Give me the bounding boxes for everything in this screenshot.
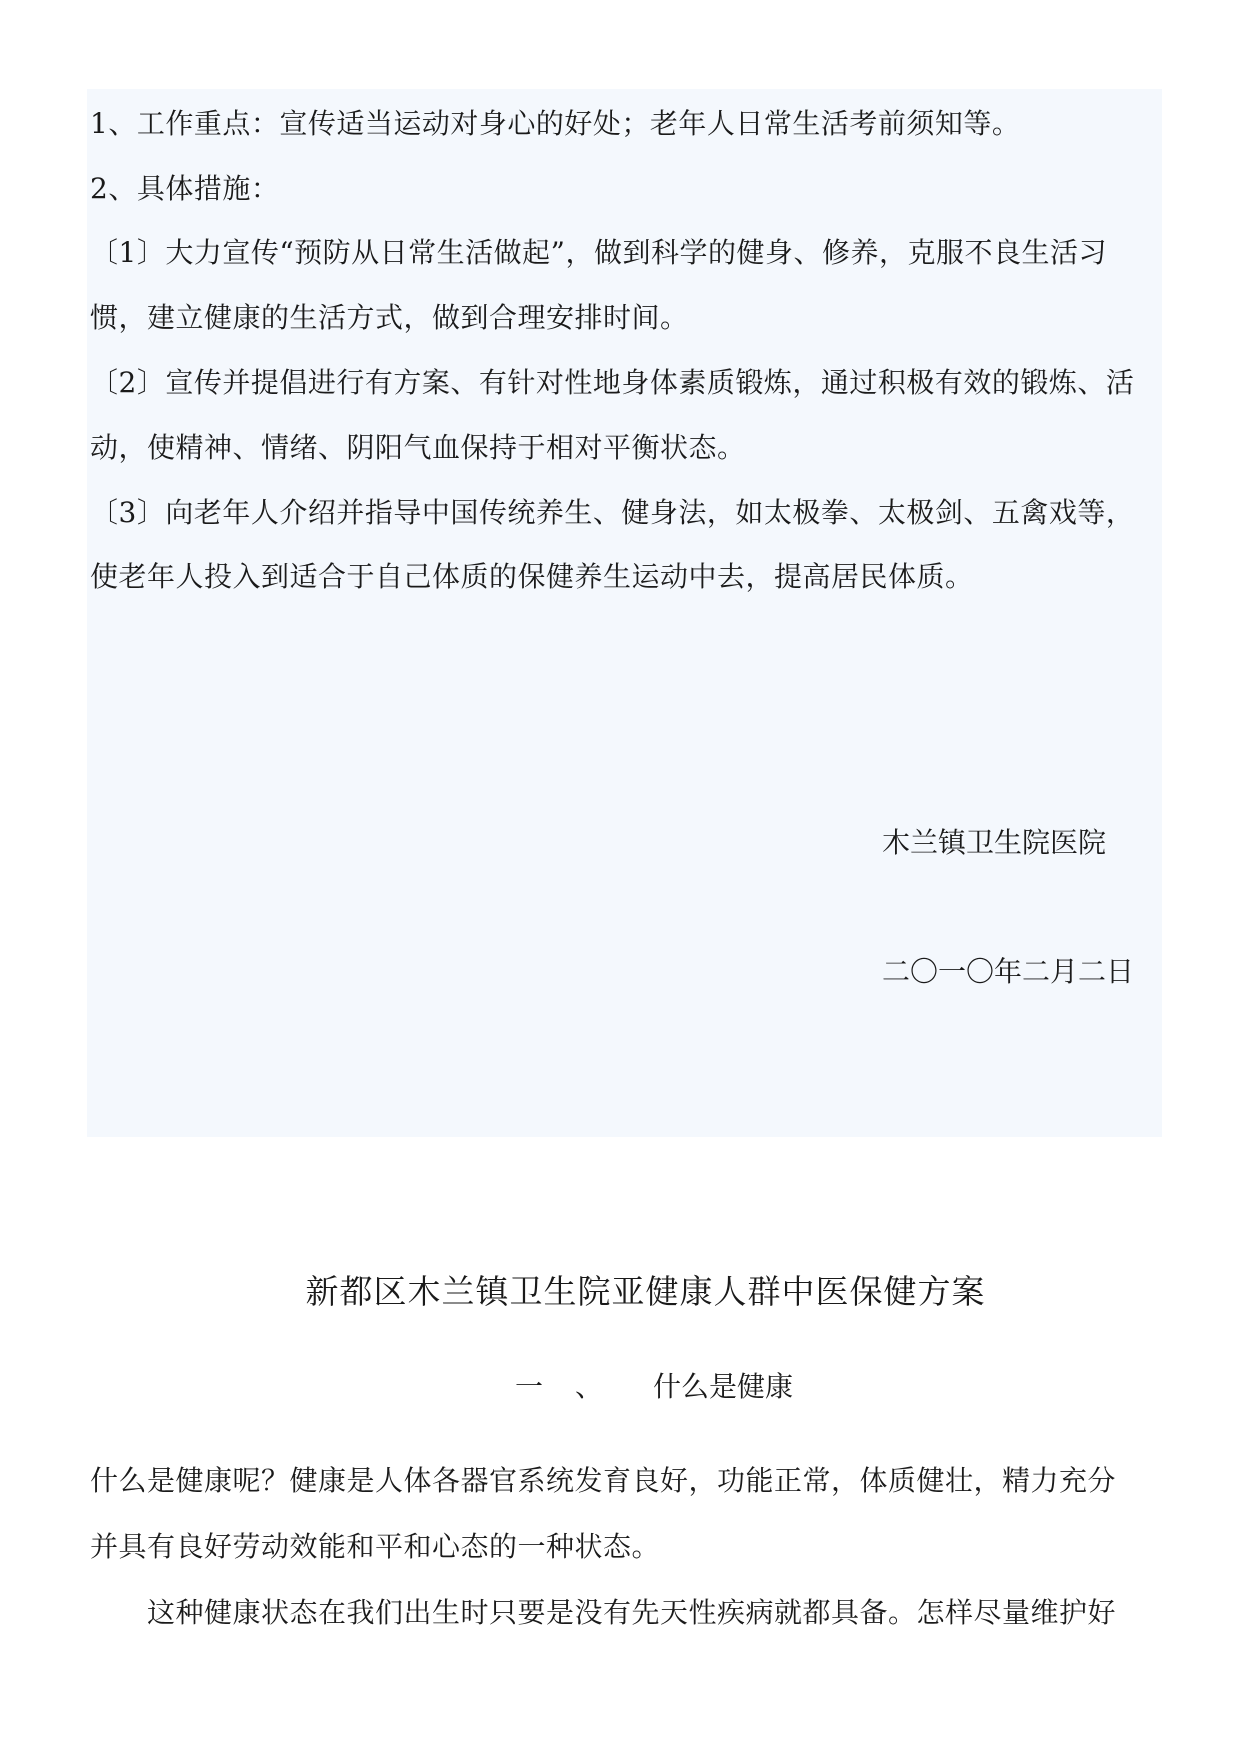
paragraph-line: 1、工作重点：宣传适当运动对身心的好处；老年人日常生活考前须知等。 — [90, 107, 1021, 140]
signature-date: 二〇一〇年二月二日 — [882, 955, 1135, 988]
document-title: 新都区木兰镇卫生院亚健康人群中医保健方案 — [305, 1272, 986, 1311]
section-number: 一 — [515, 1370, 544, 1403]
paragraph-line: 这种健康状态在我们出生时只要是没有先天性疾病就都具备。怎样尽量维护好 — [90, 1596, 1117, 1629]
paragraph-line: 〔3〕向老年人介绍并指导中国传统养生、健身法，如太极拳、太极剑、五禽戏等， — [90, 496, 1135, 529]
section-heading-text: 什么是健康 — [653, 1370, 794, 1403]
paragraph-line: 使老年人投入到适合于自己体质的保健养生运动中去，提高居民体质。 — [90, 560, 974, 593]
paragraph-line: 并具有良好劳动效能和平和心态的一种状态。 — [90, 1530, 661, 1563]
paragraph-line: 2、具体措施： — [90, 172, 280, 205]
signature-organization: 木兰镇卫生院医院 — [882, 826, 1107, 859]
section-heading — [515, 1367, 793, 1407]
paragraph-line: 〔2〕宣传并提倡进行有方案、有针对性地身体素质锻炼，通过积极有效的锻炼、活 — [90, 366, 1135, 399]
paragraph-line: 什么是健康呢？健康是人体各器官系统发育良好，功能正常，体质健壮，精力充分 — [90, 1464, 1117, 1497]
paragraph-line: 动，使精神、情绪、阴阳气血保持于相对平衡状态。 — [90, 431, 746, 464]
paragraph-line: 〔1〕大力宣传“预防从日常生活做起”，做到科学的健身、修养，克服不良生活习 — [90, 236, 1107, 269]
paragraph-line: 惯，建立健康的生活方式，做到合理安排时间。 — [90, 301, 689, 334]
section-separator: 、 — [575, 1370, 604, 1403]
